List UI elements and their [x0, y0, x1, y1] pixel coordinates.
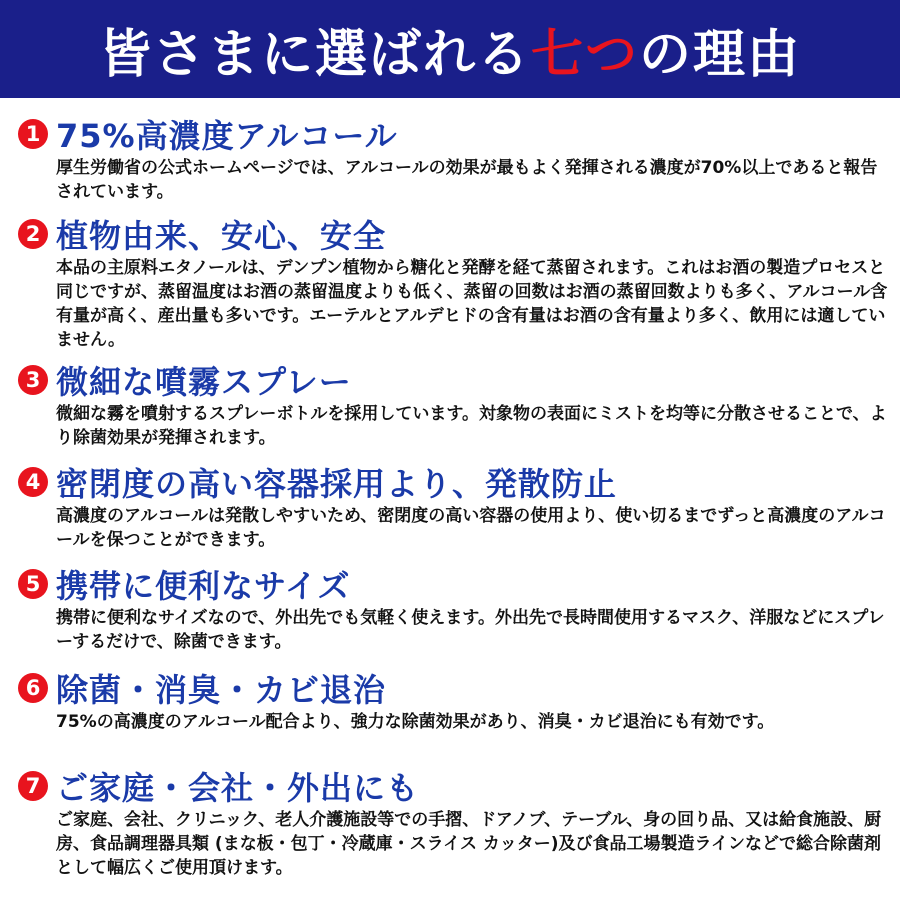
reason-4-description: 高濃度のアルコールは発散しやすいため、密閉度の高い容器の使用より、使い切るまでずっと高濃度のアルコールを保つことができます。 [56, 506, 886, 550]
reason-6-description: 75%の高濃度のアルコール配合より、強力な除菌効果があり、消臭・カビ退治にも有効です。 [56, 712, 775, 732]
title-part-1: 皆さまに選ばれる [98, 24, 531, 85]
reason-5 [18, 564, 890, 654]
number-3-badge: 3 [18, 365, 48, 395]
reason-7-description: ご家庭、会社、クリニック、老人介護施設等での手摺、ドアノブ、テーブル、身の回り品、又は給食施設、厨房、食品調理器具類 (まな板・包丁・冷蔵庫・スライス カッター)及び食品工場製造ラインなどで総合除菌剤として幅広くご使用頂けます。 [56, 810, 882, 878]
reason-2 [18, 214, 890, 352]
reason-2-description: 本品の主原料エタノールは、デンプン植物から糖化と発酵を経て蒸留されます。これはお酒の製造プロセスと同じですが、蒸留温度はお酒の蒸留温度よりも低く、蒸留の回数はお酒の蒸留回数よりも多く、アルコール含有量が高く、産出量も多いです。エーテルとアルデヒドの含有量はお酒の含有量より多く、飲用には適していません。 [56, 258, 888, 350]
reason-4 [18, 462, 890, 552]
number-5-badge: 5 [18, 569, 48, 599]
reason-4-title: 密閉度の高い容器採用より、発散防止 [56, 465, 618, 503]
reason-2-title: 植物由来、安心、安全 [56, 217, 387, 255]
reason-5-description: 携帯に便利なサイズなので、外出先でも気軽く使えます。外出先で長時間使用するマスク、洋服などにスプレーするだけで、除菌できます。 [56, 608, 885, 652]
number-6-badge: 6 [18, 673, 48, 703]
header-banner [0, 0, 900, 98]
number-1-badge: 1 [18, 119, 48, 149]
reason-5-title: 携帯に便利なサイズ [56, 567, 351, 605]
number-7-badge: 7 [18, 771, 48, 801]
reason-1 [18, 114, 890, 204]
reason-7 [18, 766, 890, 880]
reason-1-description: 厚生労働省の公式ホームページでは、アルコールの効果が最もよく発揮される濃度が70%以上であると報告されています。 [56, 158, 878, 202]
title-highlight: 七つ [530, 24, 639, 85]
title-part-2: の理由 [639, 24, 802, 85]
reason-3 [18, 360, 890, 450]
reason-1-title: 75%高濃度アルコール [56, 117, 398, 155]
number-4-badge: 4 [18, 467, 48, 497]
reason-3-title: 微細な噴霧スプレー [56, 363, 352, 401]
number-2-badge: 2 [18, 219, 48, 249]
reason-7-title: ご家庭・会社・外出にも [56, 769, 420, 807]
reason-6 [18, 668, 890, 734]
reason-3-description: 微細な霧を噴射するスプレーボトルを採用しています。対象物の表面にミストを均等に分散させることで、より除菌効果が発揮されます。 [56, 404, 887, 448]
page-title [99, 12, 801, 87]
reason-6-title: 除菌・消臭・カビ退治 [56, 671, 387, 709]
